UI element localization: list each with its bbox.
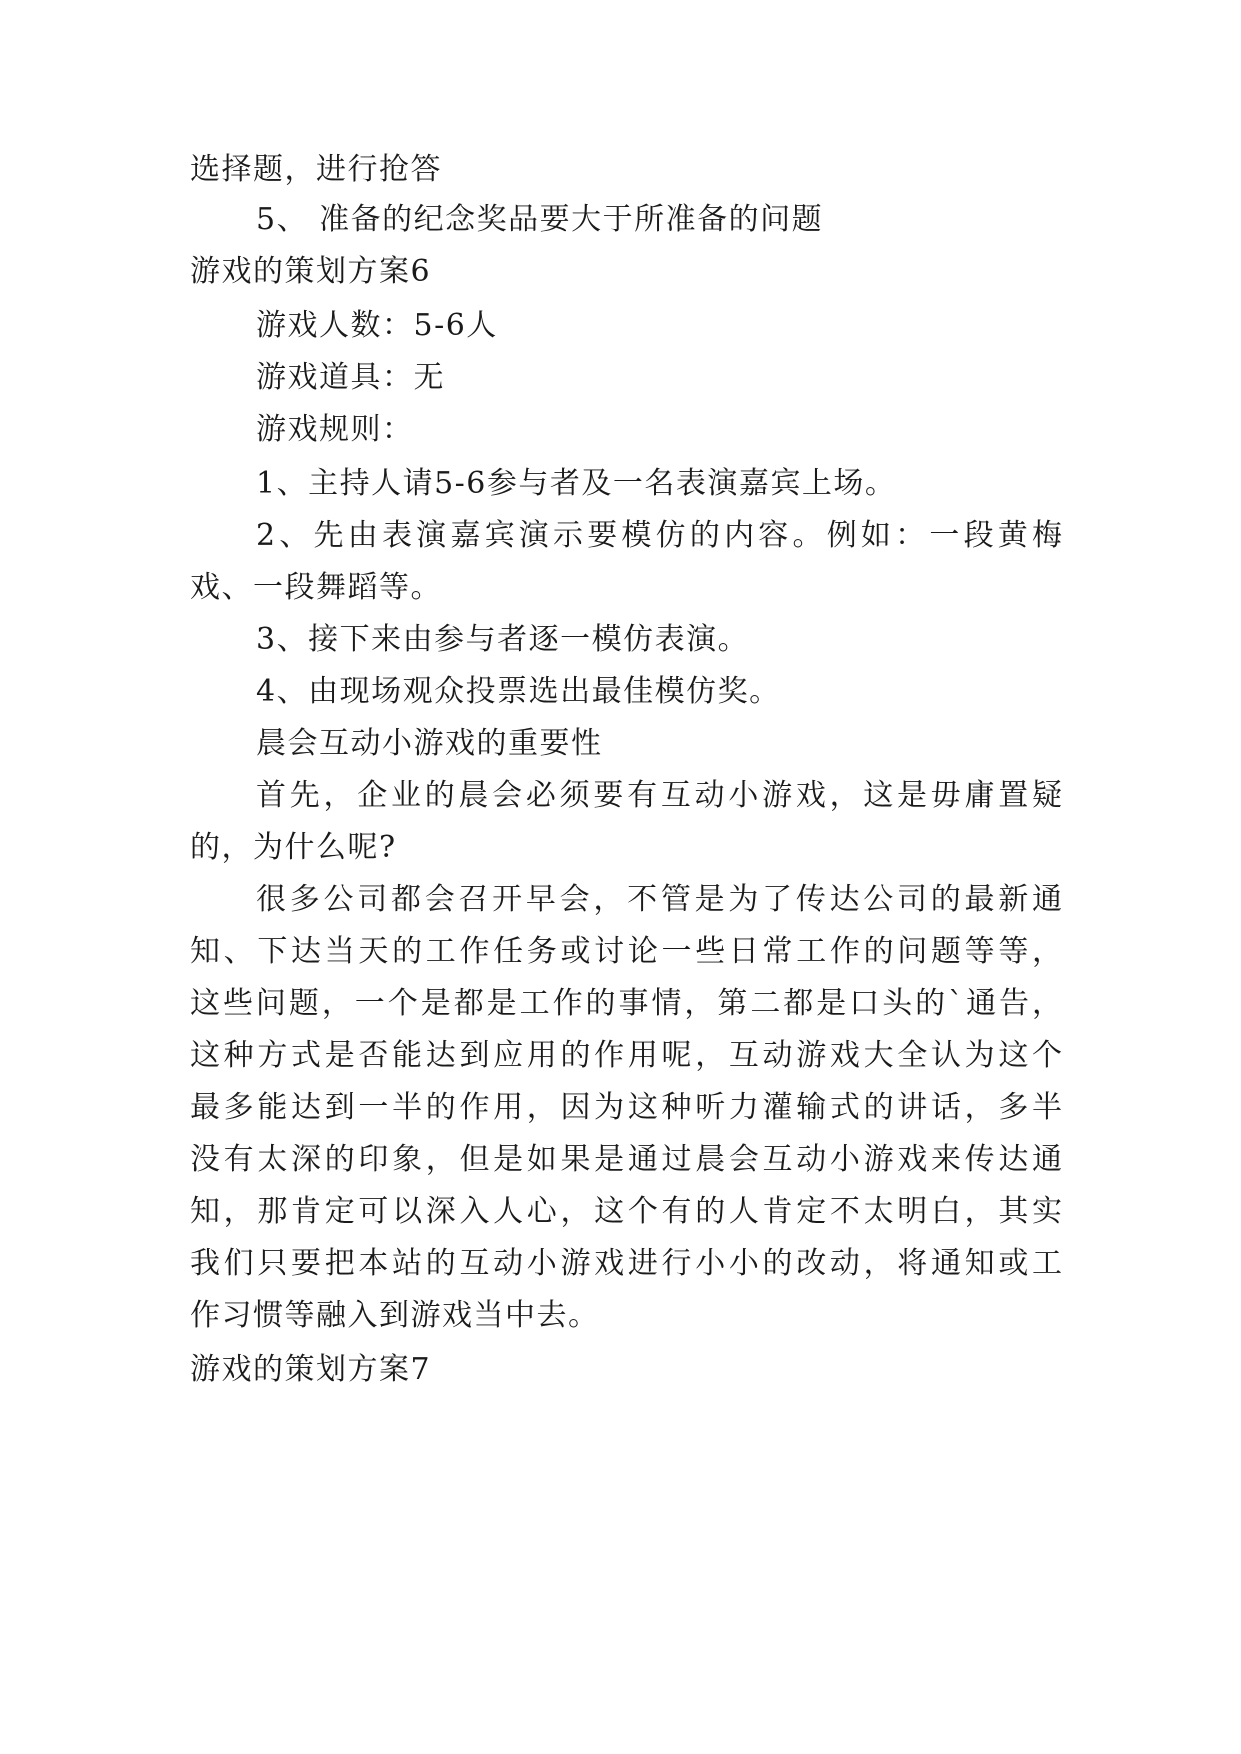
body-line: 游戏道具：无 [256, 360, 445, 395]
body-line: 这种方式是否能达到应用的作用呢，互动游戏大全认为这个 [190, 1038, 1062, 1073]
list-item: 2、先由表演嘉宾演示要模仿的内容。例如：一段黄梅 [256, 518, 1062, 553]
body-line: 作习惯等融入到游戏当中去。 [190, 1298, 600, 1333]
body-line: 没有太深的印象，但是如果是通过晨会互动小游戏来传达通 [190, 1142, 1062, 1177]
body-line: 知、下达当天的工作任务或讨论一些日常工作的问题等等， [190, 934, 1062, 969]
body-line: 首先，企业的晨会必须要有互动小游戏，这是毋庸置疑 [256, 778, 1062, 813]
section-heading: 游戏的策划方案7 [190, 1352, 432, 1387]
body-line: 游戏规则： [256, 412, 414, 447]
section-heading: 游戏的策划方案6 [190, 254, 432, 289]
body-line: 这些问题，一个是都是工作的事情，第二都是口头的`通告， [190, 986, 1062, 1021]
list-item: 1、主持人请5-6参与者及一名表演嘉宾上场。 [256, 466, 897, 501]
subheading: 晨会互动小游戏的重要性 [256, 726, 603, 761]
body-line: 我们只要把本站的互动小游戏进行小小的改动，将通知或工 [190, 1246, 1062, 1281]
list-item: 4、由现场观众投票选出最佳模仿奖。 [256, 674, 781, 709]
body-line: 最多能达到一半的作用，因为这种听力灌输式的讲话，多半 [190, 1090, 1062, 1125]
body-line: 很多公司都会召开早会，不管是为了传达公司的最新通 [256, 882, 1062, 917]
body-line: 戏、一段舞蹈等。 [190, 570, 442, 605]
body-line: 的，为什么呢? [190, 830, 397, 865]
body-line: 知，那肯定可以深入人心，这个有的人肯定不太明白，其实 [190, 1194, 1062, 1229]
body-line: 选择题，进行抢答 [190, 152, 442, 187]
list-item: 5、 准备的纪念奖品要大于所准备的问题 [256, 202, 824, 237]
list-item: 3、接下来由参与者逐一模仿表演。 [256, 622, 750, 657]
body-line: 游戏人数：5-6人 [256, 308, 498, 343]
